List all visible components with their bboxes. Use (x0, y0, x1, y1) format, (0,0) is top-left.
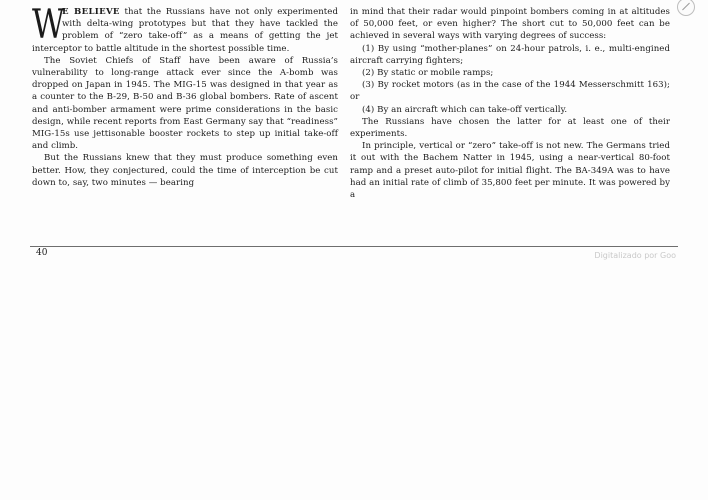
left-column (32, 2, 338, 189)
paragraph-russians-chosen: The Russians have chosen the latter for at least one of their experiments. (350, 116, 670, 140)
lead-in-text: E BELIEVE (62, 7, 120, 17)
corner-stamp-icon (677, 0, 695, 16)
list-item-rocket-motors: (3) By rocket motors (as in the case of the 1944 Messerschmitt 163); or (350, 80, 670, 103)
list-item-mother-planes: (1) By using “mother-planes” on 24-hour patrols, i. e., multi-engined aircraft carrying fighters; (350, 43, 670, 66)
right-column (350, 6, 670, 201)
digitization-watermark: Digitalizado por Goo (594, 251, 676, 260)
opening-paragraph (32, 2, 338, 55)
opening-paragraph-text: that the Russians have not only experimented with delta-wing prototypes but that they have tackled the problem of “zero take-off” as a means of getting the jet interceptor to battle altitude in the shortest possible time. (32, 7, 338, 54)
list-item-vertical: (4) By an aircraft which can take-off vertically. (362, 104, 568, 115)
paragraph-something-better: But the Russians knew that they must produce something even better. How, they conjectured, could the time of interception be cut down to, say, two minutes — bearing (32, 153, 338, 188)
list-item-ramps: (2) By static or mobile ramps; (362, 68, 494, 79)
page-number: 40 (36, 248, 48, 258)
paragraph-radar: in mind that their radar would pinpoint bombers coming in at altitudes of 50,000 feet, or even higher? The short cut to 50,000 feet can be achieved in several ways with varying degrees of success: (350, 7, 670, 42)
paragraph-soviet-chiefs: The Soviet Chiefs of Staff have been aware of Russia’s vulnerability to long-range attack ever since the A-bomb was dropped on Japan in 1945. The MIG-15 was designed in that year as a counter to the B-29, B-50 and B-36 global bombers. Rate of ascent and anti-bomber armament were prime considerations in the basic design, while recent reports from East Germany say that “readiness” MIG-15s use jettisonable booster rockets to step up initial take-off and climb. (32, 55, 338, 152)
paragraph-zero-takeoff: In principle, vertical or “zero” take-off is not new. The Germans tried it out with the Bachem Natter in 1945, using a near-vertical 80-foot ramp and a preset auto-pilot for initial flight. The BA-349A was to have had an initial rate of climb of 35,800 feet per minute. It was powered by a (350, 141, 670, 201)
drop-cap: W (32, 2, 65, 48)
footer-rule (30, 246, 678, 247)
